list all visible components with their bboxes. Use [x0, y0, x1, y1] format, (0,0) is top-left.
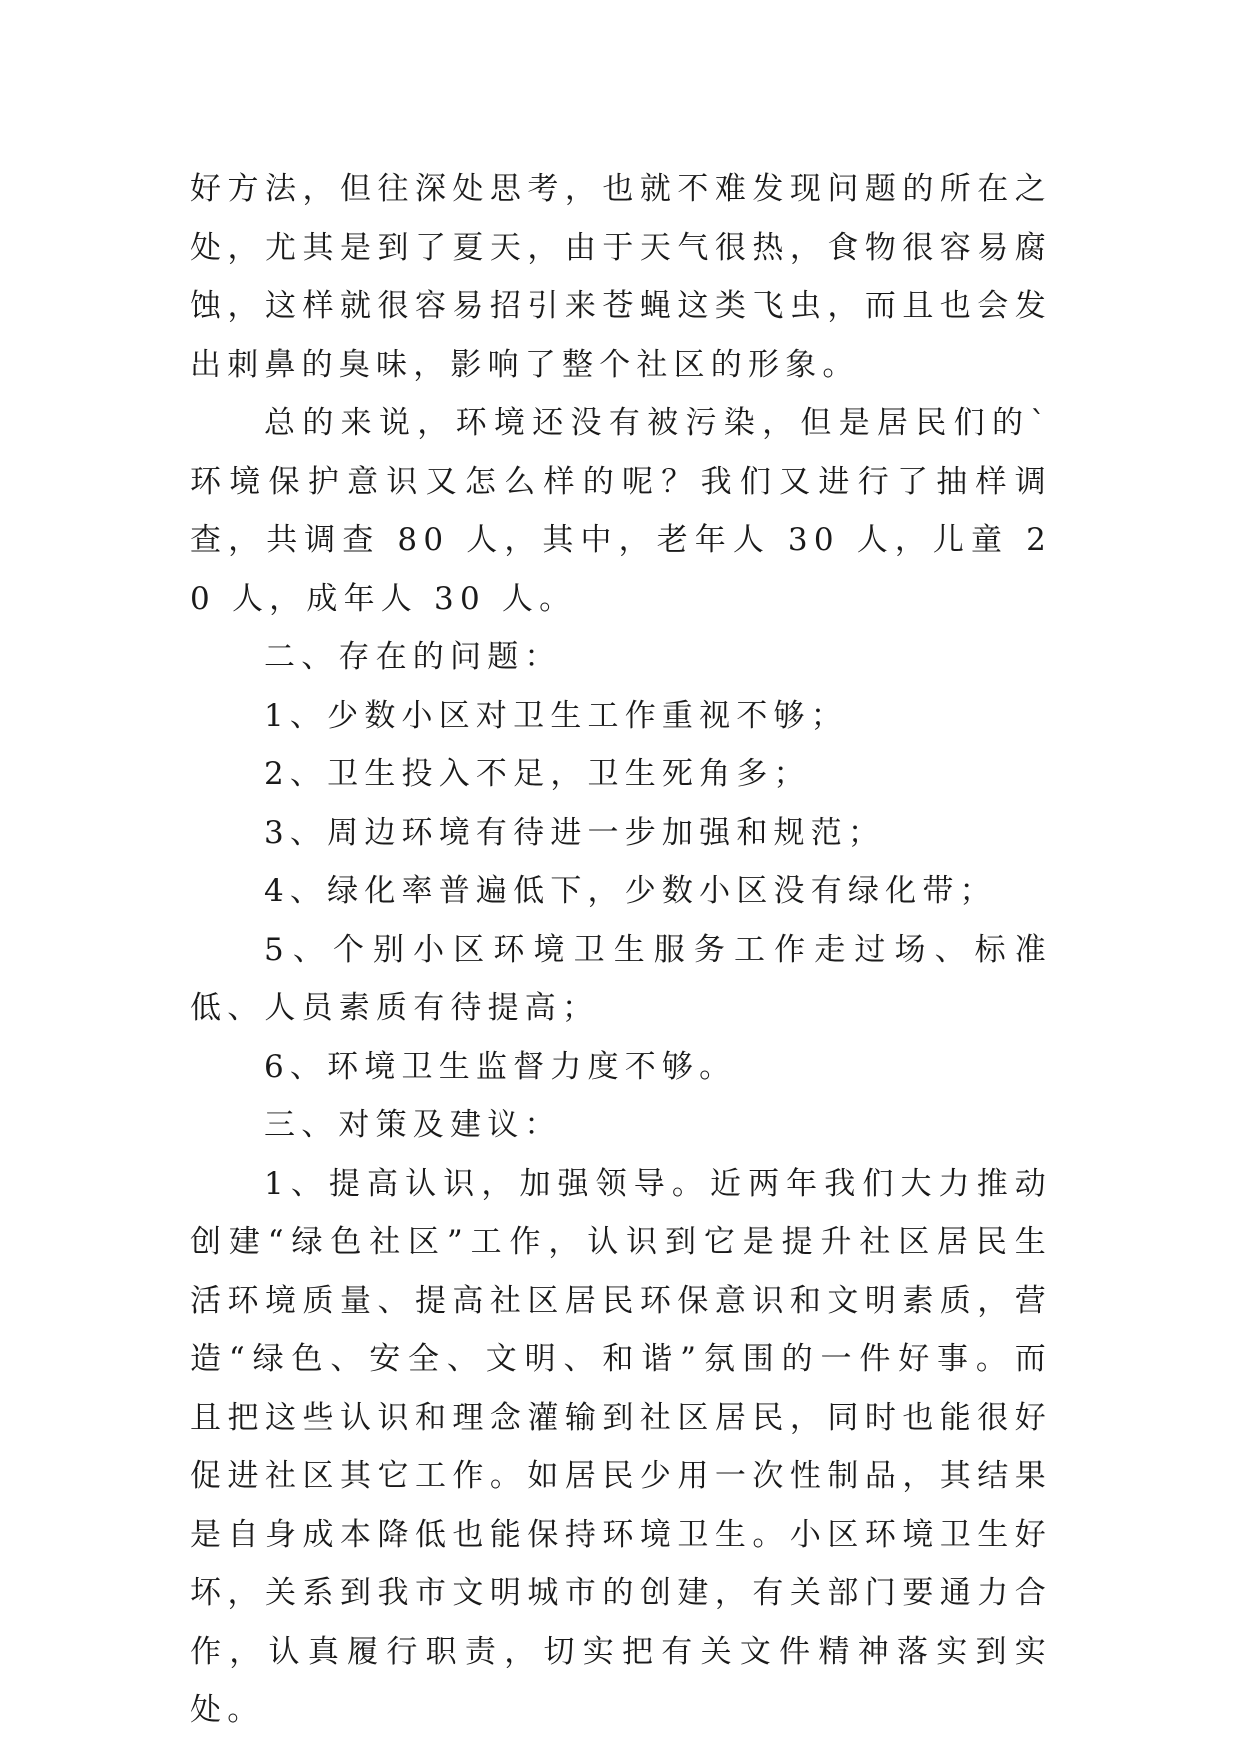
problem-item-2: 2、卫生投入不足，卫生死角多； — [264, 756, 811, 792]
suggestion-item-1: 1、提高认识，加强领导。近两年我们大力推动创建“绿色社区”工作，认识到它是提升社区居民生活环境质量、提高社区居民环保意识和文明素质，营造“绿色、安全、文明、和谐”氛围的一件好事。而且把这些认识和理念灌输到社区居民，同时也能很好促进社区其它工作。如居民少用一次性制品，其结果是自身成本降低也能保持环境卫生。小区环境卫生好坏，关系到我市文明城市的创建，有关部门要通力合作，认真履行职责，切实把有关文件精神落实到实处。 — [190, 1165, 1052, 1728]
problem-item-3: 3、周边环境有待进一步加强和规范； — [264, 814, 886, 851]
problem-item-1: 1、少数小区对卫生工作重视不够； — [264, 697, 848, 734]
section-heading-problems: 二、存在的问题： — [264, 639, 562, 675]
paragraph-continuation: 好方法，但往深处思考，也就不难发现问题的所在之处，尤其是到了夏天，由于天气很热，食物很容易腐蚀，这样就很容易招引来苍蝇这类飞虫，而且也会发出刺鼻的臭味，影响了整个社区的形象。 — [190, 171, 1052, 383]
problem-item-6: 6、环境卫生监督力度不够。 — [264, 1048, 737, 1085]
paragraph-survey-summary: 总的来说，环境还没有被污染，但是居民们的`环境保护意识又怎么样的呢？我们又进行了抽样调查，共调查 80 人，其中，老年人 30 人，儿童 20 人，成年人 30 人。 — [190, 405, 1052, 617]
problem-item-4: 4、绿化率普遍低下，少数小区没有绿化带； — [264, 873, 997, 909]
problem-item-5: 5、个别小区环境卫生服务工作走过场、标准低、人员素质有待提高； — [190, 931, 1052, 1026]
document-body — [190, 160, 1052, 1740]
section-heading-suggestions: 三、对策及建议： — [264, 1107, 562, 1143]
